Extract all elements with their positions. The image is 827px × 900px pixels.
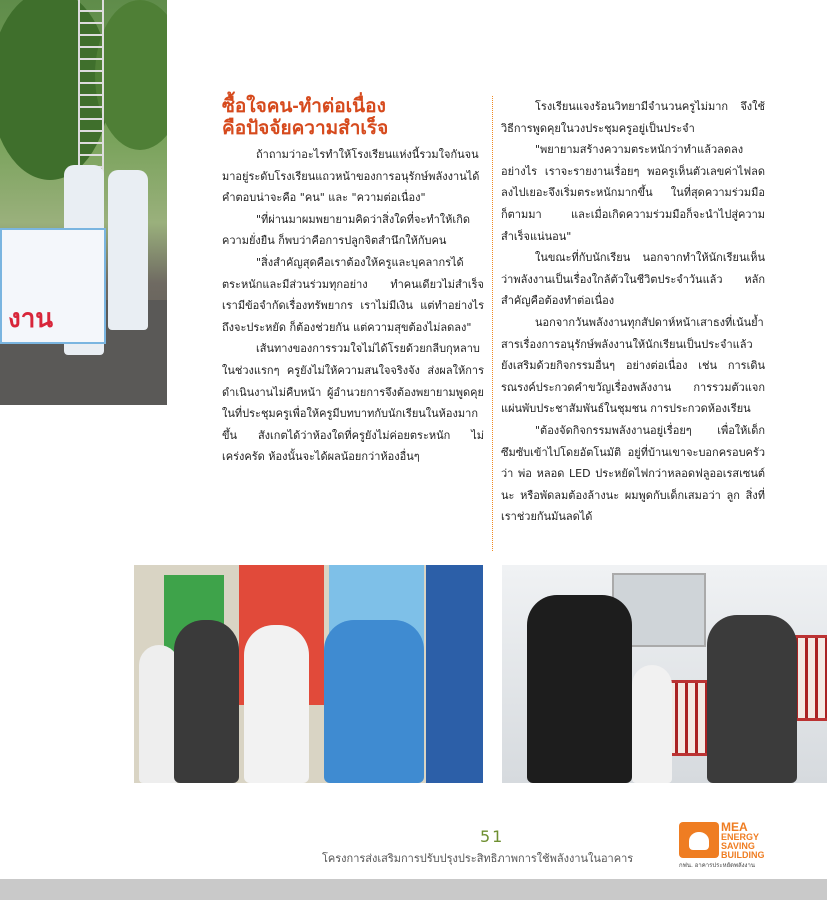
photo-students-parade: [0, 0, 167, 405]
column-divider: [492, 96, 493, 551]
student-figure: [174, 620, 239, 783]
paragraph: ในขณะที่กับนักเรียน นอกจากทำให้นักเรียนเห็นว่าพลังงานเป็นเรื่องใกล้ตัวในชีวิตประจำวันแล้ว หลักสำคัญคือต้องทำต่อเนื่อง: [501, 251, 765, 308]
paragraph: "ต้องจัดกิจกรรมพลังงานอยู่เรื่อยๆ เพื่อให้เด็กซึมซับเข้าไปโดยอัตโนมัติ อยู่ที่บ้านเขาจะบอกครอบครัวว่า พ่อ หลอด LED ประหยัดไฟกว่าหลอดฟลูออเรสเซนต์นะ หรือพัดลมต้องล้างนะ ผมพูดกับเด็กเสมอว่า ลูก สิ่งที่เราช่วยกันมันลดได้: [501, 423, 765, 524]
photo-cleaning-air-conditioner: [502, 565, 827, 783]
paragraph: เส้นทางของการรวมใจไม่ได้โรยด้วยกลีบกุหลาบ ในช่วงแรกๆ ครูยังไม่ให้ความสนใจจริงจัง ส่งผลให้การดำเนินงานไม่คืบหน้า ผู้อำนวยการจึงต้องพยายามพูดคุยในที่ประชุมครูเพื่อให้ครูมีบทบาทกับนักเรียนในห้องมากขึ้น สังเกตได้ว่าห้องใดที่ครูยังไม่ค่อยตระหนัก ไม่เคร่งครัด ห้องนั้นจะได้ผลน้อยกว่าห้องอื่นๆ: [222, 342, 484, 464]
article-heading: [222, 96, 492, 140]
student-figure: [632, 665, 672, 783]
student-figure: [244, 625, 309, 783]
project-footer-text: โครงการส่งเสริมการปรับปรุงประสิทธิภาพการใช้พลังงานในอาคาร: [322, 852, 634, 865]
teacher-figure: [324, 620, 424, 783]
banner-text: งาน: [8, 304, 54, 334]
paragraph: โรงเรียนแจงร้อนวิทยามีจำนวนครูไม่มาก จึงใช้วิธีการพูดคุยในวงประชุมครูอยู่เป็นประจำ: [501, 100, 765, 135]
heading-line-1: ซื้อใจคน-ทำต่อเนื่อง: [222, 96, 386, 117]
logo-text-4: BUILDING: [721, 850, 765, 860]
logo-text-1: MEA: [721, 820, 748, 834]
building-icon: [679, 822, 719, 858]
photo-students-exhibition: [134, 565, 483, 783]
logo-text-3: SAVING: [721, 841, 755, 851]
student-figure: [139, 645, 179, 783]
paragraph: "ที่ผ่านมาผมพยายามคิดว่าสิ่งใดที่จะทำให้เกิดความยั่งยืน ก็พบว่าคือการปลูกจิตสำนึกให้กับคน: [222, 212, 470, 248]
student-figure: [108, 170, 148, 330]
energy-banner: [0, 228, 106, 344]
logo-text-2: ENERGY: [721, 832, 760, 842]
page-bottom-bar: [0, 879, 827, 900]
student-figure: [527, 595, 632, 783]
student-figure: [707, 615, 797, 783]
exhibit-board: [426, 565, 483, 783]
paragraph: นอกจากวันพลังงานทุกสัปดาห์หน้าเสาธงที่เน้นย้ำสารเรื่องการอนุรักษ์พลังงานให้นักเรียนเป็นประจำแล้ว ยังเสริมด้วยกิจกรรมอื่นๆ อย่างต่อเนื่อง เช่น การเดินรณรงค์ประกวดคำขวัญเรื่องพลังงาน การรวมตัวแจกแผ่นพับประชาสัมพันธ์ในชุมชน การประกวดห้องเรียน: [501, 315, 765, 416]
heading-line-2: คือปัจจัยความสำเร็จ: [222, 118, 389, 139]
tree-shape-2: [95, 0, 167, 150]
paragraph: ถ้าถามว่าอะไรทำให้โรงเรียนแห่งนี้รวมใจกันจนมาอยู่ระดับโรงเรียนแถวหน้าของการอนุรักษ์พลังงานได้ คำตอบน่าจะคือ "คน" และ "ความต่อเนื่อง": [222, 148, 480, 205]
left-text-column: [222, 144, 484, 468]
page-number: 51: [480, 827, 505, 846]
right-text-column: [501, 96, 765, 528]
mea-energy-saving-logo: [679, 822, 769, 868]
paragraph: "สิ่งสำคัญสุดคือเราต้องให้ครูและบุคลากรได้ตระหนักและมีส่วนร่วมทุกอย่าง ทำคนเดียวไม่สำเร็จ เรามีข้อจำกัดเรื่องทรัพยากร เราไม่มีเงิน แต่ทำอย่างไรถึงจะประหยัด ก็ต้องช่วยกัน แต่ความสุขต้องไม่ลดลง": [222, 255, 484, 334]
logo-subtext: กฟน. อาคารประหยัดพลังงาน: [679, 862, 755, 869]
paragraph: "พยายามสร้างความตระหนักว่าทำแล้วลดลงอย่างไร เราจะรายงานเรื่อยๆ พอครูเห็นตัวเลขค่าไฟลดลงไปเยอะจึงเริ่มตระหนักมากขึ้น ในที่สุดความร่วมมือก็ตามมา และเมื่อเกิดความร่วมมือก็จะนำไปสู่ความสำเร็จแน่นอน": [501, 143, 765, 243]
